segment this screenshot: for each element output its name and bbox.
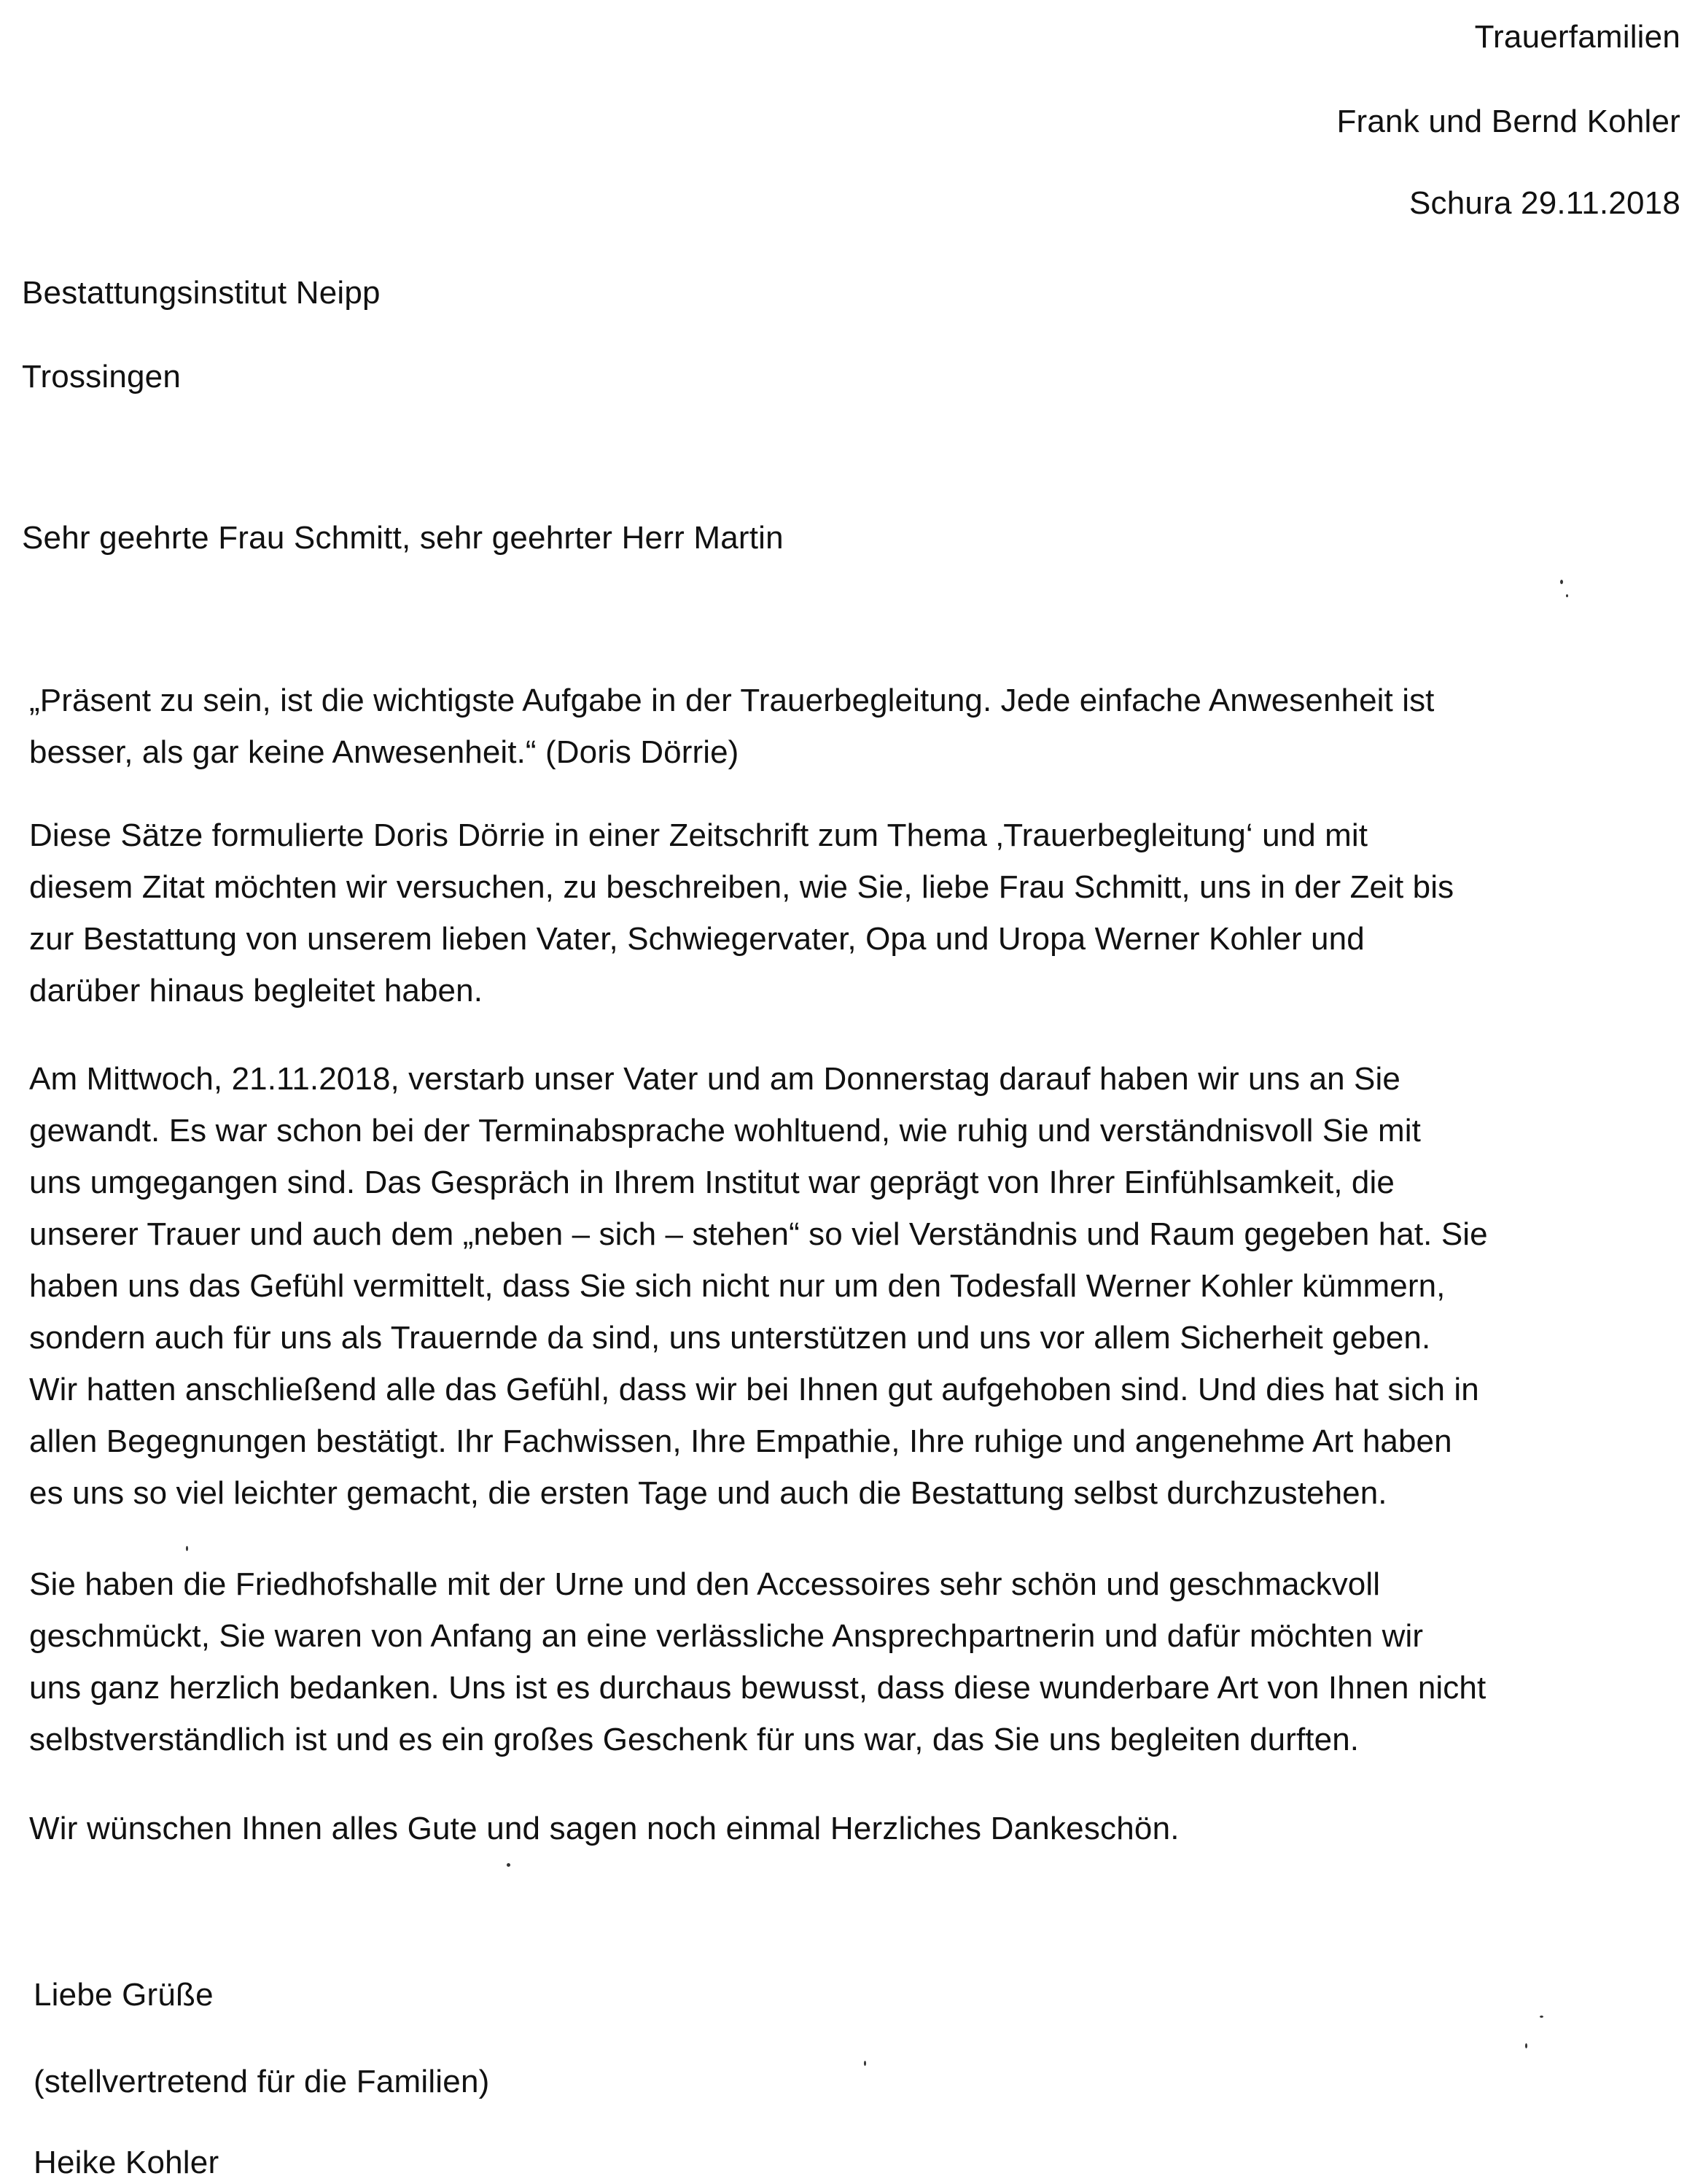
quote-paragraph [29,675,1684,778]
signoff-note: (stellvertretend für die Familien) [34,2064,490,2099]
paragraph-line: diesem Zitat möchten wir versuchen, zu beschreiben, wie Sie, liebe Frau Schmitt, uns in der Zeit bis [29,869,1454,905]
sender-line-2: Frank und Bernd Kohler [1336,104,1680,139]
paragraph-line: allen Begegnungen bestätigt. Ihr Fachwissen, Ihre Empathie, Ihre ruhige und angenehme Art haben [29,1423,1452,1459]
quote-line: besser, als gar keine Anwesenheit.“ (Doris Dörrie) [29,734,739,770]
paragraph-line: selbstverständlich ist und es ein großes Geschenk für uns war, das Sie uns begleiten durften. [29,1722,1360,1757]
recipient-city: Trossingen [22,359,182,395]
scan-speck [1525,2043,1527,2048]
recipient-name: Bestattungsinstitut Neipp [22,275,381,311]
paragraph-line: gewandt. Es war schon bei der Terminabsprache wohltuend, wie ruhig und verständnisvoll Sie mit [29,1113,1421,1149]
signoff-greeting: Liebe Grüße [34,1977,214,2013]
scan-speck [864,2061,866,2066]
paragraph-line: es uns so viel leichter gemacht, die ersten Tage und auch die Bestattung selbst durchzustehen. [29,1475,1387,1511]
paragraph-line: unserer Trauer und auch dem „neben – sich – stehen“ so viel Verständnis und Raum gegeben hat. Sie [29,1216,1488,1252]
quote-line: „Präsent zu sein, ist die wichtigste Aufgabe in der Trauerbegleitung. Jede einfache Anwesenheit ist [29,683,1435,718]
paragraph-line: Sie haben die Friedhofshalle mit der Urne und den Accessoires sehr schön und geschmackvoll [29,1566,1381,1602]
paragraph-line: haben uns das Gefühl vermittelt, dass Sie sich nicht nur um den Todesfall Werner Kohler kümmern, [29,1268,1446,1304]
body-paragraph-2 [29,1053,1684,1519]
scan-speck [507,1863,510,1867]
sender-line-1: Trauerfamilien [1474,19,1680,55]
paragraph-line: sondern auch für uns als Trauernde da sind, uns unterstützen und uns vor allem Sicherheit geben. [29,1320,1431,1356]
signoff-name: Heike Kohler [34,2145,219,2180]
closing-wish: Wir wünschen Ihnen alles Gute und sagen noch einmal Herzliches Dankeschön. [29,1811,1180,1846]
salutation: Sehr geehrte Frau Schmitt, sehr geehrter Herr Martin [22,520,784,556]
body-paragraph-3 [29,1558,1684,1765]
body-paragraph-1 [29,809,1684,1017]
scan-speck [186,1546,188,1551]
scan-speck [1540,2016,1543,2018]
sender-place-date: Schura 29.11.2018 [1409,185,1680,221]
scan-speck [1566,594,1568,597]
paragraph-line: uns umgegangen sind. Das Gespräch in Ihrem Institut war geprägt von Ihrer Einfühlsamkeit, die [29,1165,1395,1200]
paragraph-line: geschmückt, Sie waren von Anfang an eine verlässliche Ansprechpartnerin und dafür möchten wir [29,1618,1424,1654]
paragraph-line: zur Bestattung von unserem lieben Vater, Schwiegervater, Opa und Uropa Werner Kohler und [29,921,1365,957]
scan-speck [1560,580,1563,584]
paragraph-line: Diese Sätze formulierte Doris Dörrie in einer Zeitschrift zum Thema ‚Trauerbegleitung‘ und mit [29,817,1368,853]
paragraph-line: darüber hinaus begleitet haben. [29,973,483,1009]
paragraph-line: Wir hatten anschließend alle das Gefühl, dass wir bei Ihnen gut aufgehoben sind. Und dies hat sich in [29,1372,1479,1407]
paragraph-line: Am Mittwoch, 21.11.2018, verstarb unser Vater und am Donnerstag darauf haben wir uns an Sie [29,1061,1400,1097]
paragraph-line: uns ganz herzlich bedanken. Uns ist es durchaus bewusst, dass diese wunderbare Art von Ihnen nicht [29,1670,1486,1706]
